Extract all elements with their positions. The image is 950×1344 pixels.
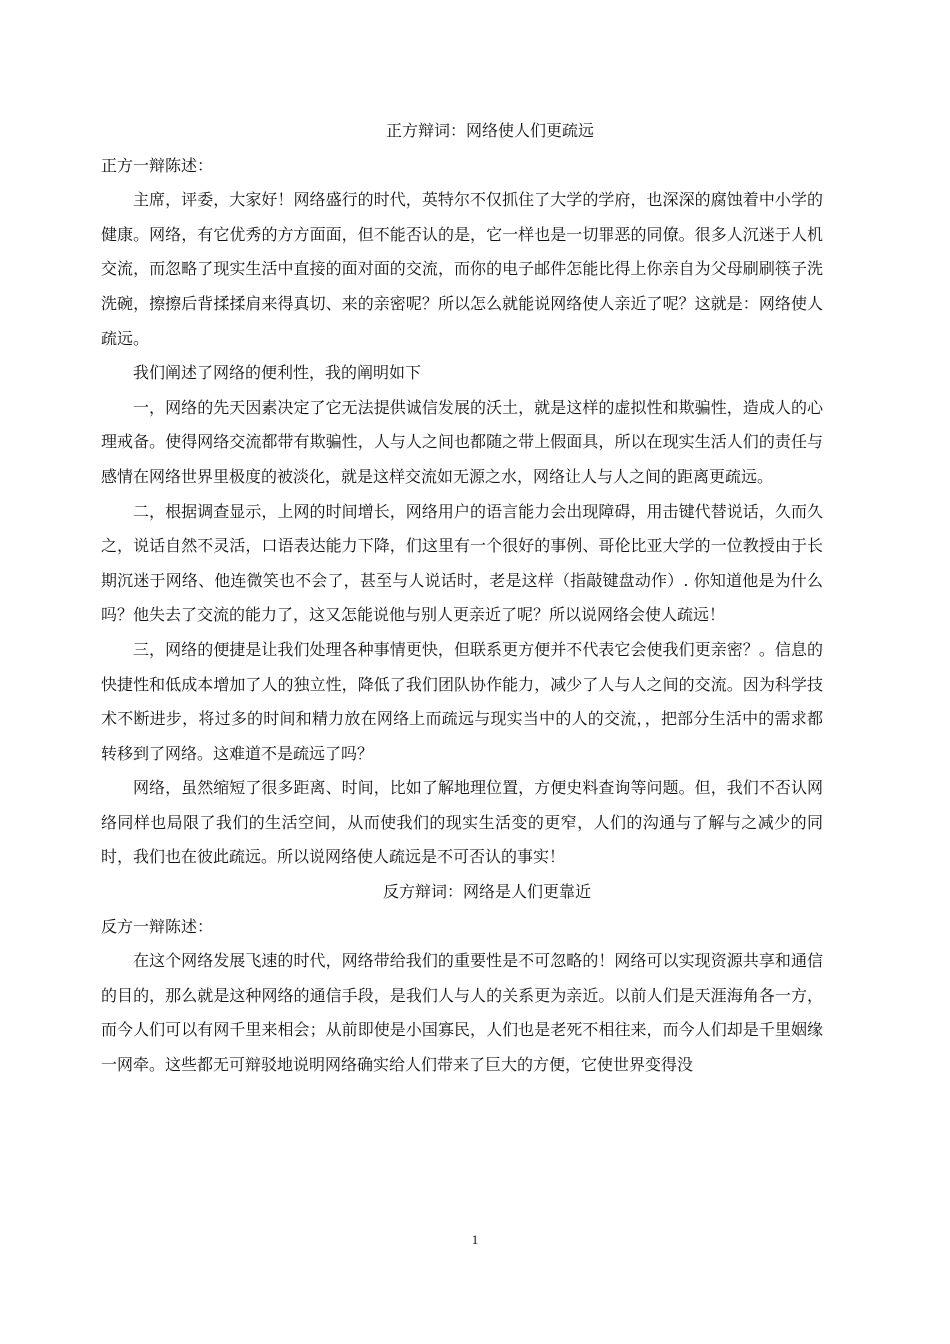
page-number: 1 <box>471 1232 479 1247</box>
paragraph: 二，根据调查显示，上网的时间增长，网络用户的语言能力会出现障碍，用击键代替说话，久而久之，说话自然不灵活，口语表达能力下降，们这里有一个很好的事例、哥伦比亚大学的一位教授由于长期沉迷于网络、他连微笑也不会了，甚至与人说话时，老是这样（指敲键盘动作）. 你知道他是为什么吗？他失去了交流的能力了，这又怎能说他与别人更亲近了呢？所以说网络会使人疏远！ <box>101 501 823 625</box>
paragraph: 三，网络的便捷是让我们处理各种事情更快，但联系更方便并不代表它会使我们更亲密？。信息的快捷性和低成本增加了人的独立性，降低了我们团队协作能力，减少了人与人之间的交流。因为科学技术不断进步，将过多的时间和精力放在网络上而疏远与现实当中的人的交流，，把部分生活中的需求都转移到了网络。这难道不是疏远了吗？ <box>101 639 823 763</box>
speaker-label-negative: 反方一辩陈述： <box>101 916 214 936</box>
section-title-negative: 反方辩词：网络是人们更靠近 <box>382 882 591 902</box>
speaker-label-affirmative: 正方一辩陈述： <box>101 155 214 175</box>
paragraph: 网络，虽然缩短了很多距离、时间，比如了解地理位置，方便史料查询等问题。但，我们不否认网络同样也局限了我们的生活空间，从而使我们的现实生活变的更窄，人们的沟通与了解与之减少的同时，我们也在彼此疏远。所以说网络使人疏远是不可否认的事实！ <box>101 778 823 867</box>
paragraph: 我们阐述了网络的便利性，我的阐明如下 <box>133 363 422 383</box>
paragraph: 在这个网络发展飞速的时代，网络带给我们的重要性是不可忽略的！网络可以实现资源共享和通信的目的，那么就是这种网络的通信手段，是我们人与人的关系更为亲近。以前人们是天涯海角各一方，而今人们可以有网千里来相会；从前即使是小国寡民，人们也是老死不相往来，而今人们却是千里姻缘一网牵。这些都无可辩驳地说明网络确实给人们带来了巨大的方便，它使世界变得没 <box>101 951 823 1075</box>
document-body <box>101 114 823 1083</box>
section-title-affirmative: 正方辩词：网络使人们更疏远 <box>385 121 594 140</box>
paragraph: 主席，评委，大家好！网络盛行的时代，英特尔不仅抓住了大学的学府，也深深的腐蚀着中小学的健康。网络，有它优秀的方方面面，但不能否认的是，它一样也是一切罪恶的同僚。很多人沉迷于人机交流，而忽略了现实生活中直接的面对面的交流，而你的电子邮件怎能比得上你亲自为父母刷刷筷子洗洗碗，擦擦后背揉揉肩来得真切、来的亲密呢？所以怎么就能说网络使人亲近了呢？这就是：网络使人疏远。 <box>101 190 823 348</box>
paragraph: 一，网络的先天因素决定了它无法提供诚信发展的沃土，就是这样的虚拟性和欺骗性，造成人的心理戒备。使得网络交流都带有欺骗性，人与人之间也都随之带上假面具，所以在现实生活人们的责任与感情在网络世界里极度的被淡化，就是这样交流如无源之水，网络让人与人之间的距离更疏远。 <box>101 397 823 486</box>
